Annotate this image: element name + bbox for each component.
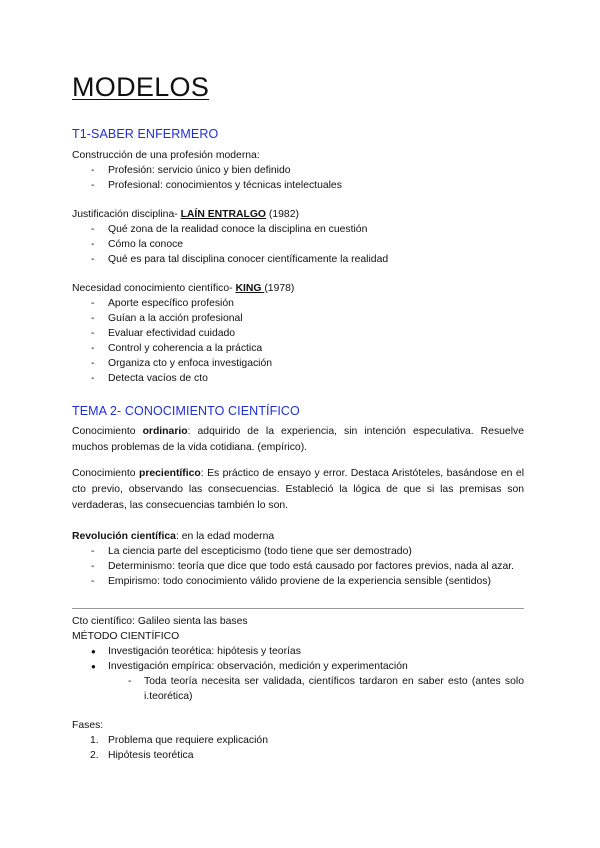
necesidad-line: Necesidad conocimiento científico- KING (1978) [72, 283, 295, 294]
list-item: - Determinismo: teoría que dice que todo está causado por factores previos, nada al azar. [91, 561, 515, 572]
list-item: - Detecta vacíos de cto [91, 373, 208, 384]
construccion-label: Construcción de una profesión moderna: [72, 150, 260, 161]
cto-cientifico-line: Cto científico: Galileo sienta las bases [72, 616, 248, 627]
page-title: MODELOS [72, 72, 210, 102]
conocimiento-ordinario: Conocimiento ordinario: adquirido de la experiencia, sin intención especulativa. Resuelve muchos problemas de la vida cotidiana. (empírico). [72, 426, 524, 453]
list-item: - Organiza cto y enfoca investigación [91, 358, 273, 369]
fases-label: Fases: [72, 720, 104, 731]
construccion-list [72, 163, 524, 193]
list-item: ● Investigación teorética: hipótesis y teorías [91, 646, 301, 657]
list-item: - Aporte específico profesión [91, 298, 234, 309]
list-item: - Empirismo: todo conocimiento válido proviene de la experiencia sensible (sentidos) [91, 576, 491, 587]
list-item: - Profesional: conocimientos y técnicas intelectuales [91, 180, 342, 191]
list-item: 1. Problema que requiere explicación [90, 735, 268, 746]
metodo-list [72, 644, 524, 674]
section-heading-tema2: TEMA 2- CONOCIMIENTO CIENTÍFICO [72, 404, 300, 418]
list-item: - Guían a la acción profesional [91, 313, 243, 324]
list-item: - Control y coherencia a la práctica [91, 343, 263, 354]
section-heading-t1: T1-SABER ENFERMERO [72, 127, 219, 141]
bullet-icon: ● [91, 647, 96, 656]
list-item: ● Investigación empírica: observación, medición y experimentación [91, 661, 408, 672]
list-item: - Toda teoría necesita ser validada, científicos tardaron en saber esto (antes solo i.teorética) [128, 676, 524, 702]
fases-list [72, 733, 524, 763]
list-item: - La ciencia parte del escepticismo (todo tiene que ser demostrado) [91, 546, 412, 557]
necesidad-list [72, 296, 524, 386]
list-item: - Qué zona de la realidad conoce la disciplina en cuestión [91, 224, 368, 235]
metodo-label: MÉTODO CIENTÍFICO [72, 631, 180, 642]
author-lain-entralgo: LAÍN ENTRALGO [180, 209, 267, 220]
list-item: - Profesión: servicio único y bien definido [91, 165, 291, 176]
revolucion-list [72, 544, 524, 589]
horizontal-divider [72, 608, 524, 609]
revolucion-line: Revolución científica: en la edad moderna [72, 531, 275, 542]
list-item: - Cómo la conoce [91, 239, 184, 250]
list-item: - Evaluar efectividad cuidado [91, 328, 236, 339]
list-item: 2. Hipótesis teorética [90, 750, 194, 761]
bullet-icon: ● [91, 662, 96, 671]
conocimiento-precientifico: Conocimiento precientífico: Es práctico de ensayo y error. Destaca Aristóteles, basándose en el cto previo, observando las consecuencias. Estableció la lógica de que si las premisas son verdaderas, las consecuencias también lo son. [72, 468, 524, 511]
list-item: - Qué es para tal disciplina conocer científicamente la realidad [91, 254, 389, 265]
justificacion-line: Justificación disciplina- LAÍN ENTRALGO (1982) [72, 209, 299, 220]
author-king: KING [235, 283, 265, 294]
metodo-sublist [72, 674, 524, 704]
justificacion-list [72, 222, 524, 267]
